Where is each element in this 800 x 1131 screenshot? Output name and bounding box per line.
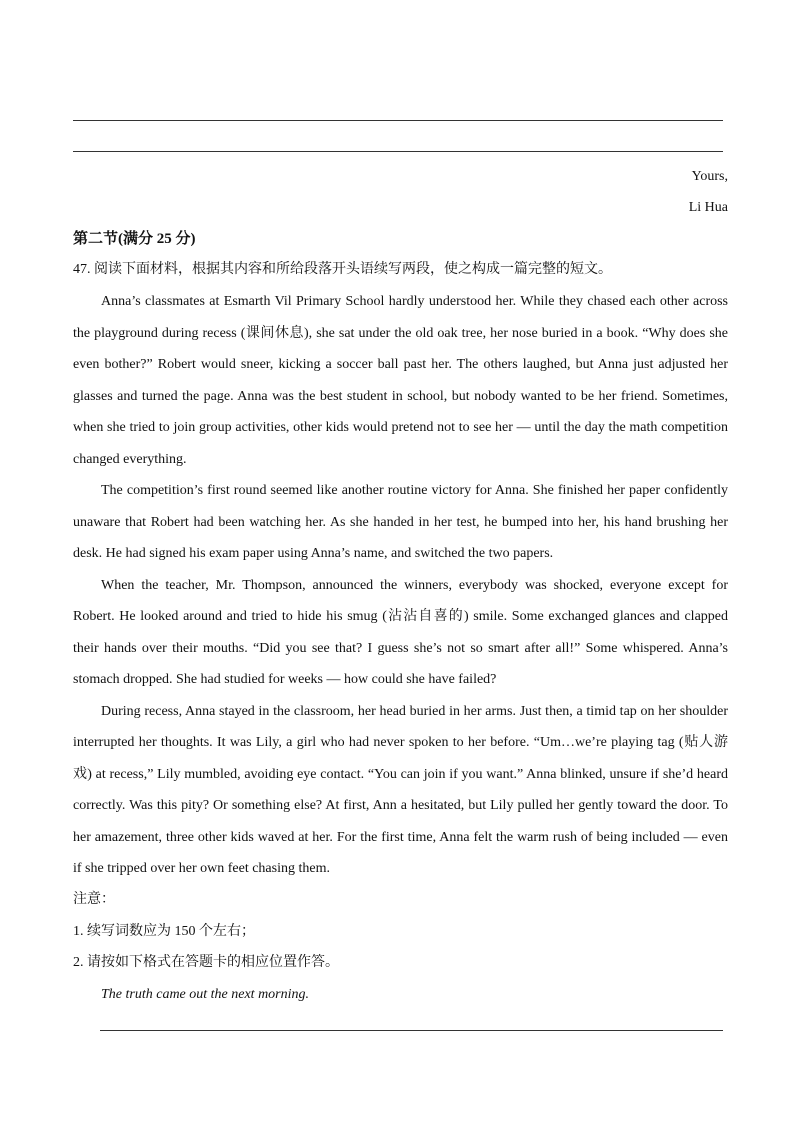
question-prompt: 47. 阅读下面材料，根据其内容和所给段落开头语续写两段，使之构成一篇完整的短文。 bbox=[73, 262, 612, 277]
passage-paragraph-4: During recess, Anna stayed in the classroom, her head buried in her arms. Just then, a timid tap on her shoulder interrupted her thoughts. It was Lily, a girl who had never spoken to her before. “Um…we’re playing tag (贴人游戏) at recess,” Lily mumbled, avoiding eye contact. “You can join if you want.” Anna blinked, unsure if she’d heard correctly. Was this pity? Or something else? At first, Ann a hesitated, but Lily pulled her gently toward the door. To her amazement, three other kids waved at her. For the first time, Anna felt the warm rush of being included — even if she tripped over her own feet chasing them. bbox=[73, 703, 728, 876]
passage-paragraph-2: The competition’s first round seemed like another routine victory for Anna. She finished her paper confidently unaware that Robert had been watching her. As she handed in her test, he bumped into her, his hand brushing her desk. He had signed his exam paper using Anna’s name, and switched the two papers. bbox=[73, 483, 728, 561]
section-title: 第二节(满分 25 分) bbox=[73, 231, 196, 247]
answer-line-1 bbox=[73, 120, 723, 121]
letter-salutation: Yours, bbox=[691, 169, 728, 184]
letter-signature: Li Hua bbox=[688, 200, 728, 215]
answer-line-2 bbox=[73, 151, 723, 152]
answer-line-3 bbox=[100, 1030, 723, 1031]
notes-item-2: 2. 请按如下格式在答题卡的相应位置作答。 bbox=[73, 955, 339, 970]
notes-section bbox=[73, 884, 339, 1010]
notes-heading: 注意： bbox=[73, 892, 115, 907]
reading-passage bbox=[73, 286, 728, 885]
notes-item-1: 1. 续写词数应为 150 个左右； bbox=[73, 923, 255, 939]
passage-paragraph-3: When the teacher, Mr. Thompson, announced the winners, everybody was shocked, everyone except for Robert. He looked around and tried to hide his smug (沾沾自喜的) smile. Some exchanged glances and clapped their hands over their mouths. “Did you see that? I guess she’s not so smart after all!” Some whispered. Anna’s stomach dropped. She had studied for weeks — how could she have failed? bbox=[73, 577, 728, 687]
passage-paragraph-1: Anna’s classmates at Esmarth Vil Primary School hardly understood her. While they chased each other across the playground during recess (课间休息), she sat under the old oak tree, her nose buried in a book. “Why does she even bother?” Robert would sneer, kicking a soccer ball past her. The others laughed, but Anna just adjusted her glasses and turned the page. Anna was the best student in school, but nobody wanted to be her friend. Sometimes, when she tried to join group activities, other kids would pretend not to see her — until the day the math competition changed everything. bbox=[73, 294, 728, 467]
paragraph-starter: The truth came out the next morning. bbox=[101, 986, 310, 1002]
